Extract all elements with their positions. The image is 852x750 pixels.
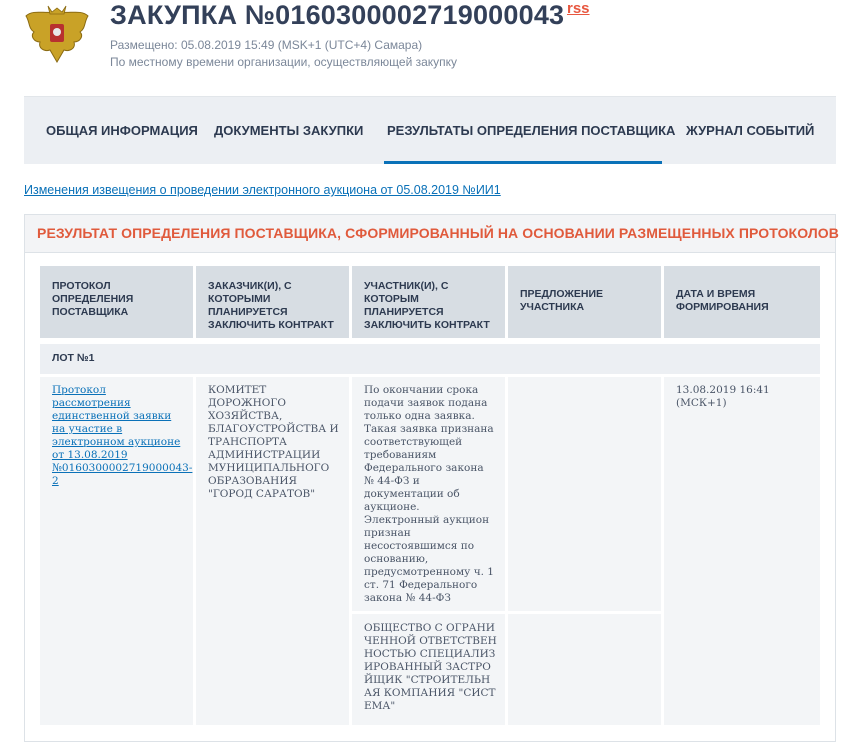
header-protocol: ПРОТОКОЛ ОПРЕДЕЛЕНИЯ ПОСТАВЩИКА — [40, 266, 193, 338]
rss-link[interactable]: rss — [567, 0, 590, 17]
lot-row: ЛОТ №1 — [40, 344, 820, 374]
tab-bar — [24, 96, 836, 164]
header-formed-at: ДАТА И ВРЕМЯ ФОРМИРОВАНИЯ — [664, 266, 820, 338]
notice-changes-link[interactable]: Изменения извещения о проведении электронного аукциона от 05.08.2019 №ИИ1 — [24, 183, 501, 197]
tab-documents[interactable]: ДОКУМЕНТЫ ЗАКУПКИ — [214, 123, 364, 138]
customer-name: КОМИТЕТ ДОРОЖНОГО ХОЗЯЙСТВА, БЛАГОУСТРОЙСТВА И ТРАНСПОРТА АДМИНИСТРАЦИИ МУНИЦИПАЛЬНОГО ОБРАЗОВАНИЯ "ГОРОД САРАТОВ" — [208, 384, 339, 500]
participant-note: По окончании срока подачи заявок подана только одна заявка. Такая заявка признана соответствующей требованиям Федерального закона № 44-ФЗ и документации об аукционе. Электронный аукцион признан несостоявшимся по основанию, предусмотренному ч. 1 ст. 71 Федерального закона № 44-ФЗ — [364, 384, 494, 604]
formed-at: 13.08.2019 16:41 (МСК+1) — [676, 384, 770, 409]
tab-event-log[interactable]: ЖУРНАЛ СОБЫТИЙ — [686, 123, 815, 138]
tab-general-info[interactable]: ОБЩАЯ ИНФОРМАЦИЯ — [46, 123, 198, 138]
protocol-link[interactable]: Протокол рассмотрения единственной заявки на участие в электронном аукционе от 13.08.2019 №0160300002719000043-2 — [52, 384, 193, 487]
posted-info: Размещено: 05.08.2019 15:49 (MSK+1 (UTC+4) Самара) — [110, 38, 423, 52]
header-customer: ЗАКАЗЧИК(И), С КОТОРЫМИ ПЛАНИРУЕТСЯ ЗАКЛЮЧИТЬ КОНТРАКТ — [196, 266, 349, 338]
timezone-note: По местному времени организации, осуществляющей закупку — [110, 55, 458, 69]
panel-title: РЕЗУЛЬТАТ ОПРЕДЕЛЕНИЯ ПОСТАВЩИКА, СФОРМИРОВАННЫЙ НА ОСНОВАНИИ РАЗМЕЩЕННЫХ ПРОТОКОЛОВ — [25, 215, 835, 253]
page-title: ЗАКУПКА №0160300002719000043 — [110, 0, 565, 30]
cell-bg-offer — [508, 377, 661, 611]
russian-emblem-icon — [22, 2, 92, 66]
header-offer: ПРЕДЛОЖЕНИЕ УЧАСТНИКА — [508, 266, 661, 338]
active-tab-indicator — [384, 161, 662, 164]
cell-bg-offer-2 — [508, 614, 661, 725]
header-participant: УЧАСТНИК(И), С КОТОРЫМ ПЛАНИРУЕТСЯ ЗАКЛЮЧИТЬ КОНТРАКТ — [352, 266, 505, 338]
tab-supplier-results[interactable]: РЕЗУЛЬТАТЫ ОПРЕДЕЛЕНИЯ ПОСТАВЩИКА — [387, 123, 676, 138]
cell-bg-formed-at — [664, 377, 820, 725]
participant-name: ОБЩЕСТВО С ОГРАНИЧЕННОЙ ОТВЕТСТВЕННОСТЬЮ СПЕЦИАЛИЗИРОВАННЫЙ ЗАСТРОЙЩИК "СТРОИТЕЛЬНАЯ КОМПАНИЯ "СИСТЕМА" — [364, 622, 497, 712]
